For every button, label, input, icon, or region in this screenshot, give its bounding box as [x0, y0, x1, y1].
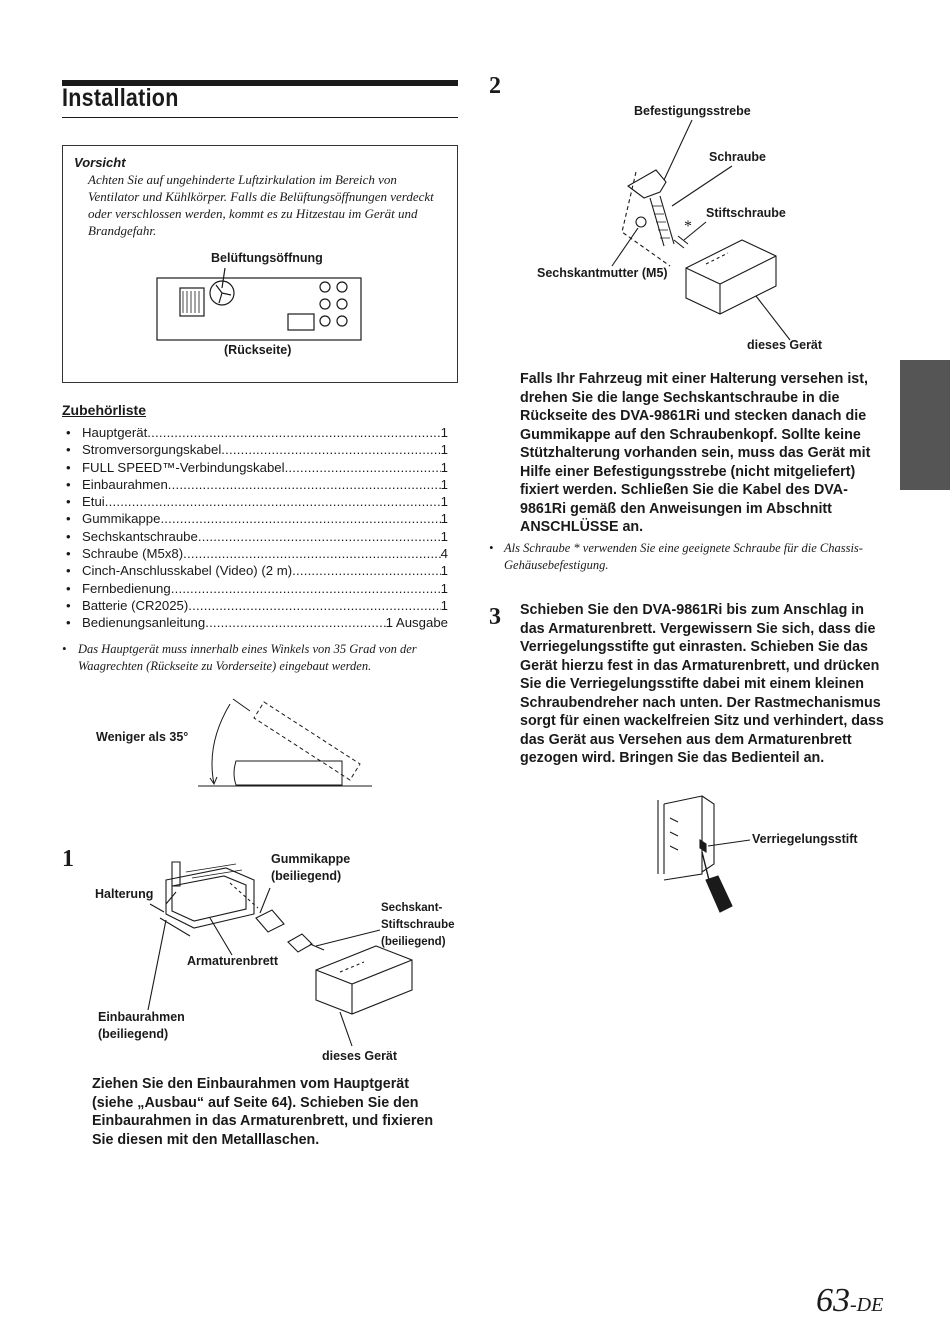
label-asterisk: *: [684, 218, 692, 235]
item-qty: 1: [440, 442, 448, 458]
step2-number: 2: [489, 73, 501, 99]
list-item: • FULL SPEED™-Verbindungskabel ..... 1: [66, 459, 448, 476]
page-number-value: 63: [816, 1282, 850, 1319]
label-schraube: Schraube: [709, 150, 766, 164]
caution-heading: Vorsicht: [74, 155, 126, 170]
list-item: • Gummikappe ..... 1: [66, 510, 448, 527]
label-stiftschraube: Stiftschraube: [706, 206, 786, 220]
step2-note: Als Schraube * verwenden Sie eine geeignete Schraube für die Chassis-Gehäusebefestigung.: [504, 541, 863, 572]
list-item: • Sechskantschraube ..... 1: [66, 528, 448, 545]
item-qty: 1: [440, 425, 448, 440]
step3-text: Schieben Sie den DVA-9861Ri bis zum Anschlag in das Armaturenbrett. Vergewissern Sie sich, dass die Verriegelungsstifte gut einrasten. Schieben Sie das Gerät hierzu fest in das Armaturenbrett, und drücken Sie die Verriegelungsstifte dabei mit einem kleinen Schraubendreher nach unten. Der Rastmechanismus sorgt für einen wackelfreien Sitz und verhindert, dass das Gerät aus Versehen aus dem Armaturenbrett gezogen wird. Bringen Sie das Bedienteil an.: [520, 602, 884, 766]
item-name: Einbaurahmen: [82, 476, 168, 492]
label-geraet-1: dieses Gerät: [322, 1049, 398, 1063]
label-einbaurahmen: Einbaurahmen (beiliegend): [98, 1010, 185, 1041]
label-mutter: Sechskantmutter (M5): [537, 266, 668, 280]
item-name: Sechskantschraube: [82, 528, 198, 544]
label-vent-opening: Belüftungsöffnung: [211, 251, 323, 265]
item-qty: 1: [440, 580, 448, 596]
sleeve-marks: [670, 818, 678, 850]
list-item: • Etui ..... 1: [66, 493, 448, 510]
step2-text: Falls Ihr Fahrzeug mit einer Halterung versehen ist, drehen Sie die lange Sechskantschraube in die Rückseite des DVA-9861Ri und stecken danach die Gummikappe auf den Schraubenkopf. Sollte keine Stützhalterung vorhanden sein, muss das Gerät mit Hilfe einer Befestigungsstrebe (nicht mitgeliefert) fixiert werden. Schließen Sie die Kabel des DVA-9861Ri gemäß den Anweisungen im Abschnitt ANSCHLÜSSE an.: [520, 371, 871, 535]
item-name: FULL SPEED™-Verbindungskabel: [82, 459, 285, 475]
item-qty: 1: [440, 511, 448, 527]
step1-text: Ziehen Sie den Einbaurahmen vom Hauptgerät (siehe „Ausbau“ auf Seite 64). Schieben Sie den Einbaurahmen in das Armaturenbrett, und fixieren Sie diesen mit den Metalllaschen.: [92, 1076, 434, 1148]
item-name: Stromversorgungskabel: [82, 442, 222, 458]
item-qty: 1: [440, 494, 448, 510]
item-name: Bedienungsanleitung: [82, 615, 206, 631]
section-tab: [900, 360, 950, 490]
page-number: [816, 1282, 883, 1320]
page-title: Installation: [62, 84, 179, 112]
item-name: Batterie (CR2025): [82, 597, 189, 613]
label-armaturenbrett: Armaturenbrett: [187, 954, 278, 968]
accessories-title: Zubehörliste: [62, 402, 147, 418]
list-item: • Fernbedienung ..... 1: [66, 580, 448, 597]
label-verriegelungsstift: Verriegelungsstift: [752, 832, 858, 846]
step3-number: 3: [489, 604, 501, 630]
list-item: • Cinch-Anschlusskabel (Video) (2 m) ..... 1: [66, 562, 448, 579]
list-item: • Stromversorgungskabel ..... 1: [66, 441, 448, 458]
item-name: Hauptgerät: [82, 425, 148, 440]
item-qty: 4: [440, 546, 448, 562]
page-number-suffix: -DE: [850, 1294, 884, 1316]
item-qty: 1: [440, 563, 448, 579]
note-bullet: •: [62, 642, 67, 656]
label-angle: Weniger als 35°: [96, 730, 189, 744]
caution-text: Achten Sie auf ungehinderte Luftzirkulation im Bereich von Ventilator und Kühlkörper. Falls die Belüftungsöffnungen verdeckt oder verschlossen werden, kommt es zu Hitzestau im Gerät und Brandgefahr.: [88, 172, 434, 238]
item-qty: 1: [440, 459, 448, 475]
label-strebe: Befestigungsstrebe: [634, 104, 751, 118]
item-name: Gummikappe: [82, 511, 161, 527]
list-item: • Hauptgerät ..... 1: [66, 424, 448, 441]
list-item: • Bedienungsanleitung ..... 1 Ausgabe: [66, 614, 448, 631]
locking-pin: [700, 840, 706, 852]
sleeve-side: [664, 796, 702, 880]
item-name: Etui: [82, 494, 105, 510]
note-bullet-2: •: [489, 541, 494, 555]
list-item: • Batterie (CR2025) ..... 1: [66, 597, 448, 614]
item-qty: 1: [440, 476, 448, 492]
label-geraet-2: dieses Gerät: [747, 338, 823, 352]
label-halterung: Halterung: [95, 887, 154, 901]
step1-number: 1: [62, 846, 74, 872]
list-item: • Einbaurahmen ..... 1: [66, 476, 448, 493]
angle-note: Das Hauptgerät muss innerhalb eines Winkels von 35 Grad von der Waagrechten (Rückseite zu Vorderseite) eingebaut werden.: [78, 642, 417, 673]
item-name: Cinch-Anschlusskabel (Video) (2 m): [82, 563, 293, 579]
item-name: Fernbedienung: [82, 580, 171, 596]
list-item: • Schraube (M5x8) ..... 4: [66, 545, 448, 562]
label-gummikappe: Gummikappe (beiliegend): [271, 852, 351, 883]
item-qty: 1: [440, 597, 448, 613]
item-qty: 1 Ausgabe: [385, 615, 448, 631]
item-name: Schraube (M5x8): [82, 546, 184, 562]
screwdriver-handle: [706, 876, 732, 912]
label-rear-side: (Rückseite): [224, 343, 292, 357]
dash-edge: [658, 800, 664, 874]
label-sechskant: Sechskant-Stiftschraube (beiliegend): [381, 902, 455, 948]
item-qty: 1: [440, 528, 448, 544]
